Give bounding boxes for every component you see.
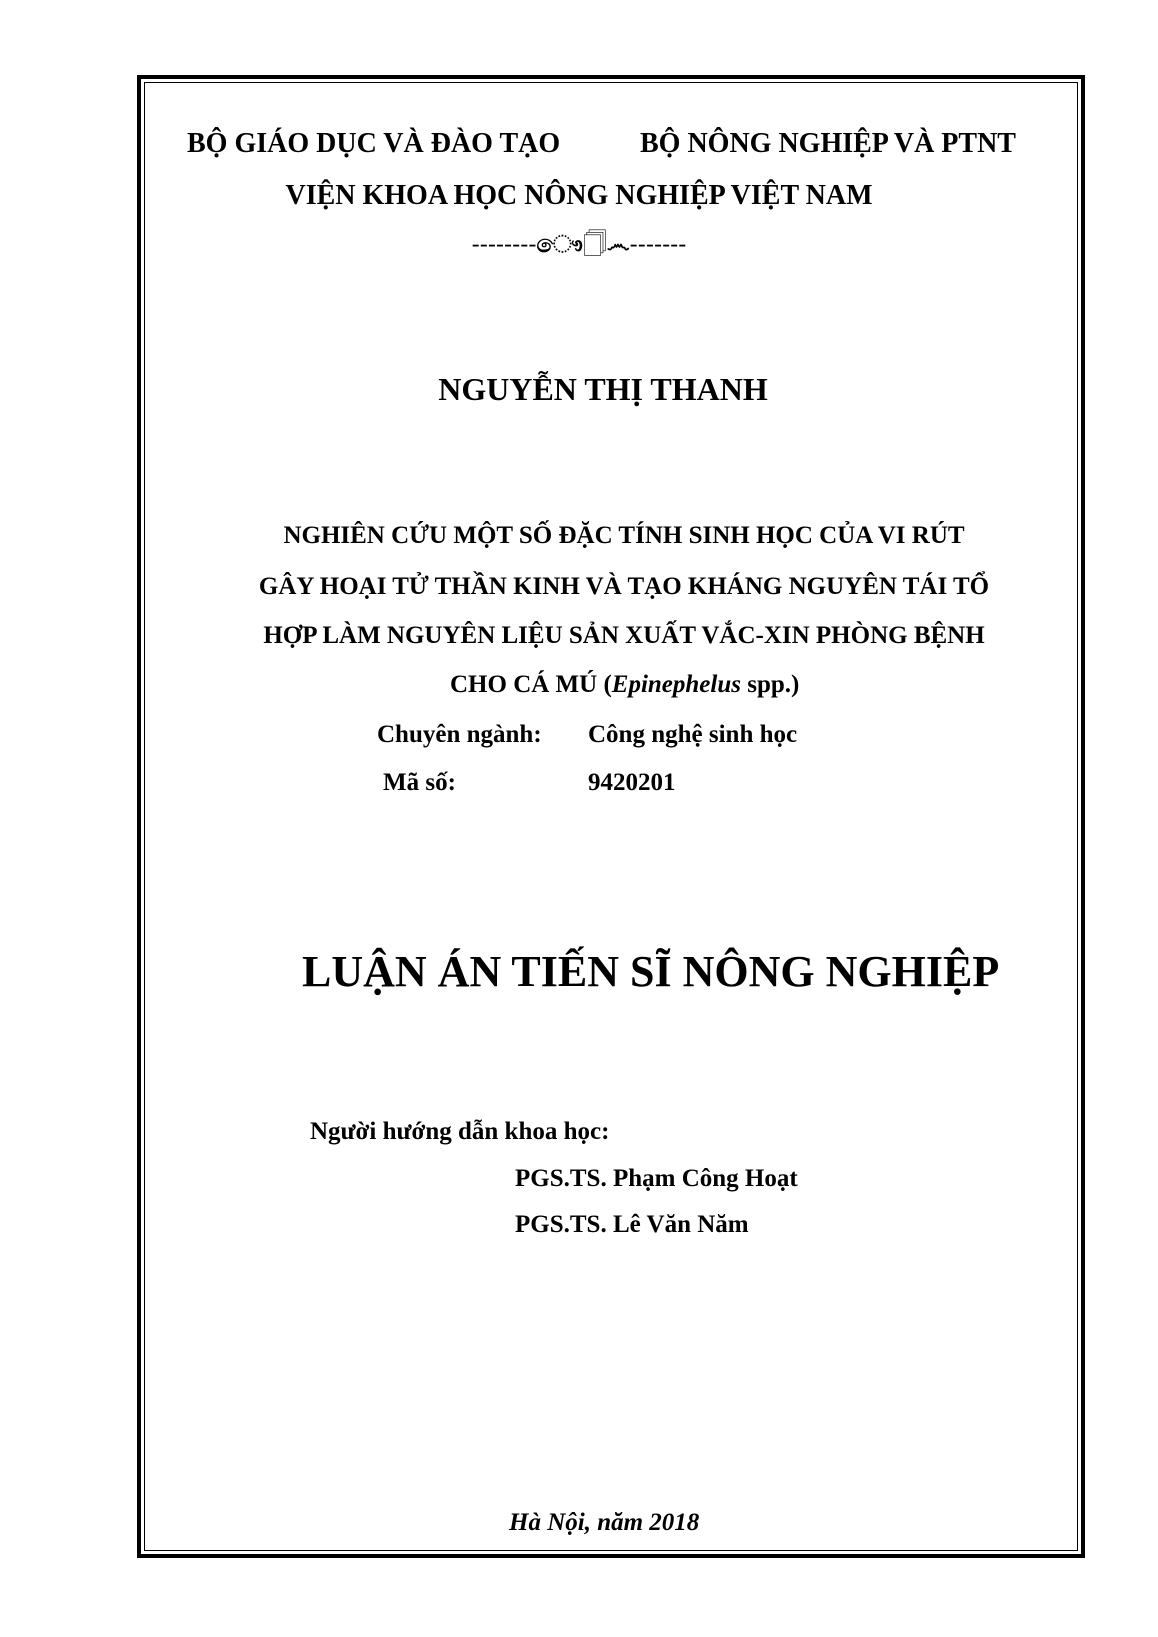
degree-title: LUẬN ÁN TIẾN SĨ NÔNG NGHIỆP <box>302 947 1000 996</box>
ornament-icon: ෞ <box>536 229 583 258</box>
thesis-title-line-4 <box>450 672 799 697</box>
document-icon: 🗍 <box>582 230 607 258</box>
place-and-year: Hà Nội, năm 2018 <box>509 1509 700 1536</box>
thesis-title-line-2: GÂY HOẠI TỬ THẦN KINH VÀ TẠO KHÁNG NGUYÊN TÁI TỔ <box>258 573 990 600</box>
species-name: Epinephelus <box>611 671 741 698</box>
institute-name: VIỆN KHOA HỌC NÔNG NGHIỆP VIỆT NAM <box>285 180 873 211</box>
title-suffix: spp.) <box>740 671 800 698</box>
author-name: NGUYỄN THỊ THANH <box>438 371 768 407</box>
ornament-icon-right: ෴ <box>606 229 630 258</box>
specialization-value: Công nghệ sinh học <box>588 721 798 748</box>
code-label: Mã số: <box>383 769 456 796</box>
code-value: 9420201 <box>588 769 676 796</box>
divider-dashes-left: -------- <box>471 230 537 258</box>
thesis-title-line-3: HỢP LÀM NGUYÊN LIỆU SẢN XUẤT VẮC-XIN PHÒNG BỆNH <box>263 622 985 649</box>
divider-dashes-right: ------- <box>629 230 687 258</box>
title-prefix: CHO CÁ MÚ ( <box>450 671 612 698</box>
advisor-name: PGS.TS. Lê Văn Năm <box>515 1211 749 1238</box>
page-border-inner <box>144 82 1078 1551</box>
ministry-of-education: BỘ GIÁO DỤC VÀ ĐÀO TẠO <box>187 128 561 159</box>
decorative-divider <box>0 229 1158 258</box>
advisor-label: Người hướng dẫn khoa học: <box>310 1118 610 1145</box>
thesis-title-line-1: NGHIÊN CỨU MỘT SỐ ĐẶC TÍNH SINH HỌC CỦA VI RÚT <box>283 522 965 549</box>
advisor-name: PGS.TS. Phạm Công Hoạt <box>515 1165 798 1192</box>
ministry-of-agriculture: BỘ NÔNG NGHIỆP VÀ PTNT <box>640 128 1016 159</box>
specialization-label: Chuyên ngành: <box>377 721 542 748</box>
